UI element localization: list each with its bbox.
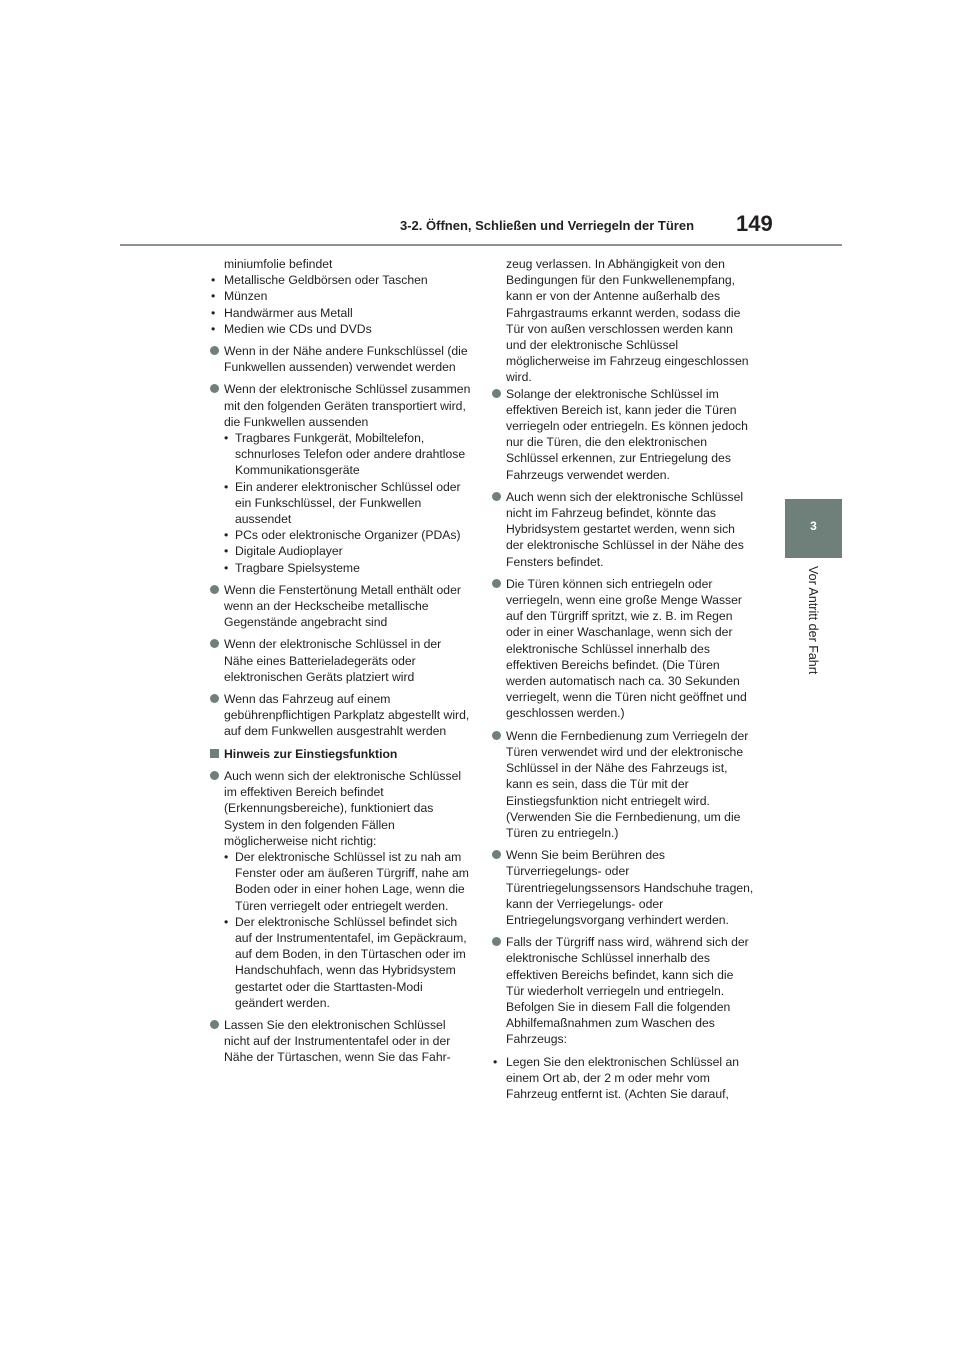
- paragraph-text: Wenn der elektronische Schlüssel in der Nähe eines Batterieladegeräts oder elektronischen Geräts platziert wird: [224, 637, 442, 684]
- paragraph-text: Auch wenn sich der elektronische Schlüssel im effektiven Bereich befindet (Erkennungsbereiche), funktioniert das System in den folgenden Fällen möglicherweise nicht richtig:: [224, 768, 462, 848]
- bullet-dot-icon: [210, 639, 219, 648]
- list-item: • Medien wie CDs und DVDs: [210, 321, 472, 337]
- paragraph-text: Wenn Sie beim Berühren des Türverriegelungs- oder Türentriegelungssensors Handschuhe tragen, kann der Verriegelungs- oder Entriegelungsvorgang verhindert werden.: [506, 848, 754, 927]
- list-item: • Legen Sie den elektronischen Schlüssel an einem Ort ab, der 2 m oder mehr vom Fahrzeug entfernt ist. (Achten Sie darauf,: [492, 1054, 754, 1103]
- bullet-dot-icon: [492, 937, 501, 946]
- chapter-number: 3: [810, 519, 817, 533]
- bullet-dot-icon: [492, 579, 501, 588]
- paragraph-text: Wenn das Fahrzeug auf einem gebührenpflichtigen Parkplatz abgestellt wird, auf dem Funkwellen ausgestrahlt werden: [224, 692, 470, 739]
- bullet-dot-icon: [210, 384, 219, 393]
- paragraph: [210, 1017, 472, 1066]
- bullet-dot-icon: [492, 850, 501, 859]
- header-rule: [120, 244, 842, 246]
- page-number: 149: [736, 211, 773, 236]
- bullet-list: [210, 272, 472, 337]
- right-column: [492, 256, 754, 1102]
- paragraph: [492, 386, 754, 483]
- paragraph: [492, 728, 754, 841]
- paragraph-text: Auch wenn sich der elektronische Schlüssel nicht im Fahrzeug befindet, könnte das Hybridsystem gestartet werden, wenn sich der elektronische Schlüssel in der Nähe des Fensters befindet.: [506, 489, 744, 569]
- continued-paragraph: zeug verlassen. In Abhängigkeit von den Bedingungen für den Funkwellenempfang, kann er von der Antenne außerhalb des Fahrgastraums erkannt werden, sodass die Tür von außen verschlossen werden kann und der elektronische Schlüssel möglicherweise im Fahrzeug eingeschlossen wird.: [506, 257, 749, 385]
- paragraph: [210, 381, 472, 575]
- bullet-dot-icon: [210, 694, 219, 703]
- paragraph: [210, 343, 472, 375]
- paragraph: [210, 691, 472, 740]
- paragraph-text: Lassen Sie den elektronischen Schlüssel nicht auf der Instrumententafel oder in der Nähe der Türtaschen, wenn Sie das Fahr-: [224, 1017, 451, 1065]
- paragraph: [210, 582, 472, 631]
- bullet-dot-icon: [492, 731, 501, 740]
- list-item: • Tragbare Spielsysteme: [224, 560, 472, 576]
- bullet-dot-icon: [210, 346, 219, 355]
- heading-text: Hinweis zur Einstiegsfunktion: [224, 746, 398, 761]
- paragraph: [492, 576, 754, 722]
- section-title: 3-2. Öffnen, Schließen und Verriegeln der Türen: [400, 218, 695, 233]
- list-item: • PCs oder elektronische Organizer (PDAs): [224, 527, 472, 543]
- list-item: • Digitale Audioplayer: [224, 543, 472, 559]
- chapter-tab: [785, 499, 842, 558]
- chapter-label: Vor Antritt der Fahrt: [806, 566, 820, 675]
- bullet-dot-icon: [210, 585, 219, 594]
- list-item: • Ein anderer elektronischer Schlüssel oder ein Funkschlüssel, der Funkwellen aussendet: [224, 479, 472, 528]
- paragraph: [492, 847, 754, 928]
- paragraph-text: Wenn der elektronische Schlüssel zusammen mit den folgenden Geräten transportiert wird, die Funkwellen aussenden: [224, 382, 471, 429]
- paragraph: [492, 934, 754, 1047]
- list-item: • Der elektronische Schlüssel befindet sich auf der Instrumententafel, im Gepäckraum, auf dem Boden, in den Türtaschen oder im Handschuhfach, wenn das Hybridsystem gestartet oder die Starttasten-Modi geändert werden.: [224, 914, 472, 1011]
- paragraph: [210, 768, 472, 1011]
- section-heading: [210, 746, 472, 762]
- paragraph-text: Falls der Türgriff nass wird, während sich der elektronische Schlüssel innerhalb des effektiven Bereichs befindet, kann sich die Tür wiederholt verriegeln und entriegeln. Befolgen Sie in diesem Fall die folgenden Abhilfemaßnahmen zum Waschen des Fahrzeugs:: [506, 935, 749, 1047]
- square-bullet-icon: [210, 749, 219, 758]
- left-column: [210, 256, 472, 1072]
- list-item: • Metallische Geldbörsen oder Taschen: [210, 272, 472, 288]
- paragraph-text: Die Türen können sich entriegeln oder verriegeln, wenn eine große Menge Wasser auf den Türgriff spritzt, wie z. B. im Regen oder in einer Waschanlage, wenn sich der elektronische Schlüssel innerhalb des effektiven Bereichs befindet. (Die Türen werden automatisch nach ca. 30 Sekunden verriegelt, wenn die Türen nicht geöffnet und geschlossen werden.): [506, 576, 747, 721]
- list-item: • Tragbares Funkgerät, Mobiltelefon, schnurloses Telefon oder andere drahtlose Kommunikationsgeräte: [224, 430, 472, 479]
- paragraph-text: Wenn die Fernbedienung zum Verriegeln der Türen verwendet wird und der elektronische Schlüssel in der Nähe des Fahrzeugs ist, kann es sein, dass die Tür mit der Einstiegsfunktion nicht entriegelt wird. (Verwenden Sie die Fernbedienung, um die Türen zu entriegeln.): [506, 728, 749, 840]
- list-item: • Handwärmer aus Metall: [210, 305, 472, 321]
- bullet-dot-icon: [210, 771, 219, 780]
- list-item: • Münzen: [210, 288, 472, 304]
- paragraph-text: Solange der elektronische Schlüssel im effektiven Bereich ist, kann jeder die Türen verriegeln oder entriegeln. Es können jedoch nur die Türen, die den elektronischen Schlüssel erkennen, zur Entriegelung des Fahrzeugs verwendet werden.: [506, 386, 748, 482]
- sub-list: [224, 430, 472, 576]
- paragraph-text: Wenn in der Nähe andere Funkschlüssel (die Funkwellen aussenden) verwendet werden: [224, 344, 468, 375]
- sub-list: [224, 849, 472, 1011]
- paragraph-text: Wenn die Fenstertönung Metall enthält oder wenn an der Heckscheibe metallische Gegenstände angebracht sind: [224, 582, 461, 630]
- list-item: • Der elektronische Schlüssel ist zu nah am Fenster oder am äußeren Türgriff, nahe am Boden oder in einer hohen Lage, wenn die Türen verriegelt oder entriegelt werden.: [224, 849, 472, 914]
- bullet-dot-icon: [210, 1020, 219, 1029]
- paragraph: [492, 489, 754, 570]
- bullet-dot-icon: [492, 389, 501, 398]
- paragraph: [210, 636, 472, 685]
- bullet-dot-icon: [492, 492, 501, 501]
- continued-line: miniumfolie befindet: [224, 257, 333, 271]
